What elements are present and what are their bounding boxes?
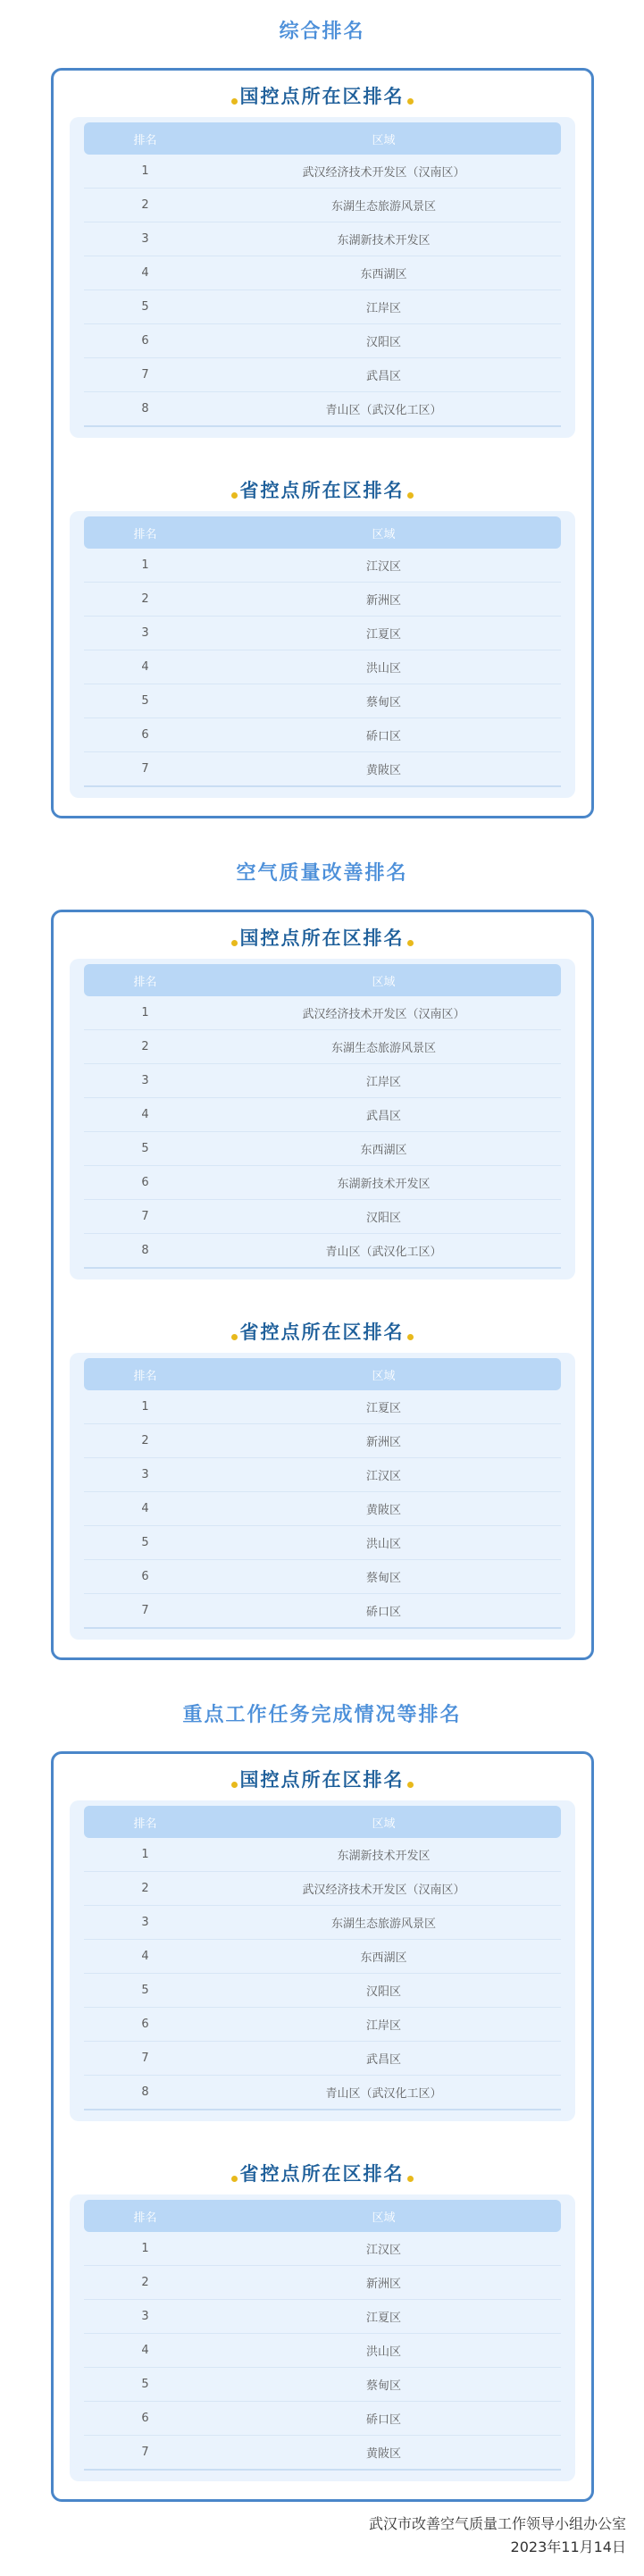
area-cell: 东湖新技术开发区 [207, 222, 561, 256]
table-header-row [84, 122, 561, 155]
rank-cell: 5 [84, 1974, 207, 2008]
rank-cell: 2 [84, 2266, 207, 2300]
section-title: 重点工作任务完成情况等排名 [182, 1704, 462, 1726]
rank-cell: 5 [84, 1132, 207, 1166]
table-row [84, 684, 561, 718]
area-cell: 东湖生态旅游风景区 [207, 189, 561, 222]
area-cell: 蔡甸区 [207, 684, 561, 718]
ranking-subtitle-text: 国控点所在区排名 [239, 1768, 405, 1791]
table-row [84, 2076, 561, 2110]
area-cell: 东湖生态旅游风景区 [207, 1906, 561, 1940]
dot-icon [407, 98, 414, 105]
dot-icon [407, 492, 414, 499]
rank-cell: 7 [84, 752, 207, 787]
table-row [84, 549, 561, 583]
rank-cell: 4 [84, 1940, 207, 1974]
table-row [84, 1098, 561, 1132]
rank-cell: 5 [84, 1526, 207, 1560]
dot-icon [407, 1334, 414, 1340]
table-row [84, 358, 561, 392]
rank-cell: 1 [84, 155, 207, 189]
rank-cell: 2 [84, 583, 207, 617]
area-cell: 江汉区 [207, 2232, 561, 2266]
column-header-rank: 排名 [84, 964, 207, 996]
ranking-table-card [70, 1353, 575, 1640]
table-row [84, 2402, 561, 2436]
table-row [84, 1424, 561, 1458]
ranking-subtitle [70, 918, 575, 959]
table-row [84, 256, 561, 290]
rank-cell: 4 [84, 256, 207, 290]
rank-cell: 4 [84, 1098, 207, 1132]
rank-cell: 8 [84, 392, 207, 427]
area-cell: 江汉区 [207, 549, 561, 583]
dot-icon [231, 98, 238, 105]
rank-cell: 2 [84, 1030, 207, 1064]
table-header-row [84, 2200, 561, 2232]
area-cell: 东西湖区 [207, 1132, 561, 1166]
rank-cell: 3 [84, 1064, 207, 1098]
area-cell: 洪山区 [207, 2334, 561, 2368]
ranking-table-card [70, 2194, 575, 2481]
rank-cell: 5 [84, 2368, 207, 2402]
column-header-area: 区域 [207, 1806, 561, 1838]
area-cell: 汉阳区 [207, 1974, 561, 2008]
block-spacer [70, 2121, 575, 2153]
rank-cell: 4 [84, 1492, 207, 1526]
rank-cell: 7 [84, 358, 207, 392]
area-cell: 蔡甸区 [207, 1560, 561, 1594]
table-row [84, 222, 561, 256]
table-row [84, 324, 561, 358]
area-cell: 东西湖区 [207, 256, 561, 290]
table-header-row [84, 516, 561, 549]
rank-cell: 2 [84, 189, 207, 222]
rank-cell: 3 [84, 1906, 207, 1940]
rank-cell: 5 [84, 290, 207, 324]
rank-cell: 6 [84, 2008, 207, 2042]
ranking-table-card [70, 117, 575, 438]
area-cell: 洪山区 [207, 650, 561, 684]
area-cell: 硚口区 [207, 2402, 561, 2436]
table-row [84, 583, 561, 617]
rank-cell: 7 [84, 1594, 207, 1629]
dot-icon [231, 1334, 238, 1340]
area-cell: 东湖生态旅游风景区 [207, 1030, 561, 1064]
table-row [84, 392, 561, 427]
area-cell: 江岸区 [207, 2008, 561, 2042]
table-row [84, 1390, 561, 1424]
rank-cell: 4 [84, 650, 207, 684]
table-row [84, 1974, 561, 2008]
column-header-rank: 排名 [84, 1806, 207, 1838]
area-cell: 武昌区 [207, 1098, 561, 1132]
table-row [84, 2232, 561, 2266]
rank-cell: 8 [84, 1234, 207, 1269]
column-header-area: 区域 [207, 2200, 561, 2232]
ranking-table [84, 964, 561, 1269]
ranking-panel [51, 1751, 594, 2502]
area-cell: 新洲区 [207, 2266, 561, 2300]
area-cell: 东湖新技术开发区 [207, 1166, 561, 1200]
area-cell: 新洲区 [207, 1424, 561, 1458]
table-row [84, 1940, 561, 1974]
column-header-rank: 排名 [84, 122, 207, 155]
ranking-panel [51, 910, 594, 1660]
area-cell: 江汉区 [207, 1458, 561, 1492]
rank-cell: 1 [84, 1390, 207, 1424]
column-header-area: 区域 [207, 964, 561, 996]
ranking-subtitle-text: 省控点所在区排名 [239, 2162, 405, 2185]
area-cell: 江岸区 [207, 290, 561, 324]
table-row [84, 1906, 561, 1940]
column-header-area: 区域 [207, 516, 561, 549]
rank-cell: 5 [84, 684, 207, 718]
table-row [84, 1526, 561, 1560]
table-row [84, 650, 561, 684]
table-row [84, 1594, 561, 1629]
dot-icon [231, 2176, 238, 2182]
ranking-subtitle-text: 省控点所在区排名 [239, 479, 405, 501]
area-cell: 武汉经济技术开发区（汉南区） [207, 155, 561, 189]
rank-cell: 7 [84, 2436, 207, 2471]
dot-icon [231, 940, 238, 946]
rank-cell: 7 [84, 2042, 207, 2076]
table-row [84, 290, 561, 324]
area-cell: 黄陂区 [207, 1492, 561, 1526]
area-cell: 东湖新技术开发区 [207, 1838, 561, 1872]
ranking-subtitle [70, 1312, 575, 1353]
table-row [84, 2008, 561, 2042]
ranking-table-card [70, 959, 575, 1280]
dot-icon [231, 492, 238, 499]
dot-icon [231, 1782, 238, 1788]
table-row [84, 189, 561, 222]
area-cell: 武昌区 [207, 2042, 561, 2076]
table-row [84, 2266, 561, 2300]
column-header-rank: 排名 [84, 2200, 207, 2232]
rank-cell: 1 [84, 996, 207, 1030]
table-row [84, 1560, 561, 1594]
area-cell: 江夏区 [207, 1390, 561, 1424]
ranking-subtitle-text: 国控点所在区排名 [239, 927, 405, 949]
table-row [84, 1166, 561, 1200]
rank-cell: 3 [84, 2300, 207, 2334]
block-spacer [70, 438, 575, 470]
area-cell: 青山区（武汉化工区） [207, 392, 561, 427]
area-cell: 硚口区 [207, 718, 561, 752]
block-spacer [70, 1280, 575, 1312]
table-row [84, 752, 561, 787]
footer [369, 2513, 626, 2559]
footer-organization: 武汉市改善空气质量工作领导小组办公室 [368, 2515, 626, 2532]
ranking-subtitle [70, 470, 575, 511]
ranking-panel [51, 68, 594, 818]
ranking-subtitle [70, 1759, 575, 1800]
area-cell: 黄陂区 [207, 752, 561, 787]
rank-cell: 3 [84, 617, 207, 650]
rank-cell: 3 [84, 222, 207, 256]
table-row [84, 1132, 561, 1166]
rank-cell: 2 [84, 1872, 207, 1906]
area-cell: 武汉经济技术开发区（汉南区） [207, 1872, 561, 1906]
area-cell: 新洲区 [207, 583, 561, 617]
rank-cell: 6 [84, 324, 207, 358]
table-row [84, 1838, 561, 1872]
ranking-table-card [70, 511, 575, 798]
ranking-table [84, 516, 561, 787]
rank-cell: 6 [84, 1166, 207, 1200]
area-cell: 江夏区 [207, 617, 561, 650]
rank-cell: 3 [84, 1458, 207, 1492]
ranking-table-card [70, 1800, 575, 2121]
column-header-area: 区域 [207, 122, 561, 155]
area-cell: 江夏区 [207, 2300, 561, 2334]
ranking-subtitle-text: 国控点所在区排名 [239, 85, 405, 107]
rank-cell: 4 [84, 2334, 207, 2368]
section-title: 空气质量改善排名 [236, 862, 408, 885]
rank-cell: 7 [84, 1200, 207, 1234]
area-cell: 武昌区 [207, 358, 561, 392]
area-cell: 蔡甸区 [207, 2368, 561, 2402]
table-row [84, 1200, 561, 1234]
area-cell: 青山区（武汉化工区） [207, 2076, 561, 2110]
ranking-table [84, 122, 561, 427]
table-header-row [84, 964, 561, 996]
rank-cell: 1 [84, 2232, 207, 2266]
table-row [84, 2334, 561, 2368]
table-row [84, 617, 561, 650]
table-row [84, 2368, 561, 2402]
table-row [84, 1492, 561, 1526]
column-header-rank: 排名 [84, 516, 207, 549]
ranking-table [84, 1806, 561, 2110]
area-cell: 洪山区 [207, 1526, 561, 1560]
table-row [84, 1234, 561, 1269]
rank-cell: 8 [84, 2076, 207, 2110]
table-row [84, 2436, 561, 2471]
dot-icon [407, 2176, 414, 2182]
table-row [84, 2300, 561, 2334]
table-row [84, 155, 561, 189]
area-cell: 汉阳区 [207, 324, 561, 358]
column-header-area: 区域 [207, 1358, 561, 1390]
rank-cell: 2 [84, 1424, 207, 1458]
ranking-subtitle [70, 2153, 575, 2194]
area-cell: 武汉经济技术开发区（汉南区） [207, 996, 561, 1030]
ranking-table [84, 2200, 561, 2471]
dot-icon [407, 940, 414, 946]
area-cell: 青山区（武汉化工区） [207, 1234, 561, 1269]
table-row [84, 996, 561, 1030]
rank-cell: 1 [84, 549, 207, 583]
table-row [84, 2042, 561, 2076]
table-row [84, 1030, 561, 1064]
area-cell: 汉阳区 [207, 1200, 561, 1234]
table-header-row [84, 1358, 561, 1390]
table-row [84, 718, 561, 752]
table-header-row [84, 1806, 561, 1838]
ranking-table [84, 1358, 561, 1629]
area-cell: 黄陂区 [207, 2436, 561, 2471]
rank-cell: 6 [84, 1560, 207, 1594]
rank-cell: 6 [84, 2402, 207, 2436]
area-cell: 硚口区 [207, 1594, 561, 1629]
rank-cell: 6 [84, 718, 207, 752]
footer-date: 2023年11月14日 [510, 2538, 626, 2555]
section-title: 综合排名 [279, 21, 365, 43]
area-cell: 江岸区 [207, 1064, 561, 1098]
column-header-rank: 排名 [84, 1358, 207, 1390]
area-cell: 东西湖区 [207, 1940, 561, 1974]
rank-cell: 1 [84, 1838, 207, 1872]
dot-icon [407, 1782, 414, 1788]
table-row [84, 1458, 561, 1492]
table-row [84, 1064, 561, 1098]
ranking-subtitle-text: 省控点所在区排名 [239, 1321, 405, 1343]
ranking-subtitle [70, 76, 575, 117]
table-row [84, 1872, 561, 1906]
